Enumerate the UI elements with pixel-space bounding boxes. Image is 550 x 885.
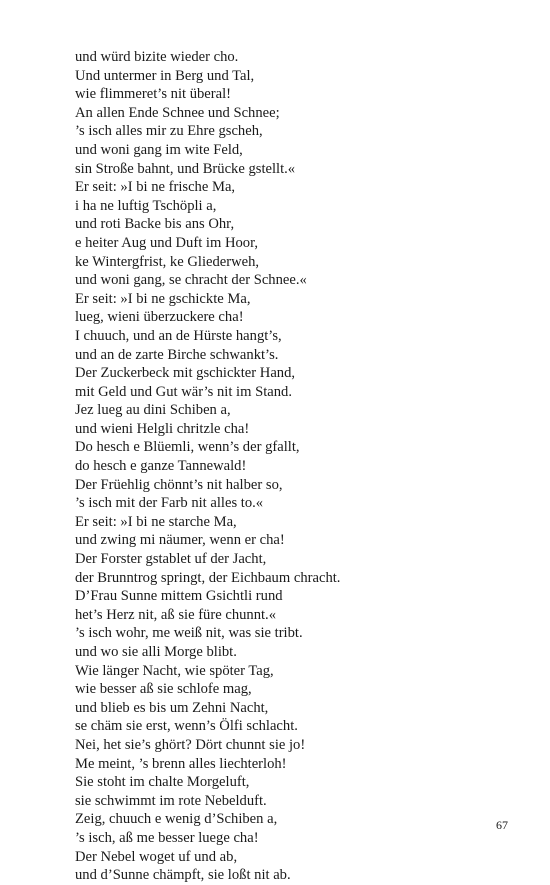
poem-line: Der Forster gstablet uf der Jacht, (75, 551, 267, 568)
poem-line: ke Wintergfrist, ke Gliederweh, (75, 253, 260, 270)
poem-line: Me meint, ’s brenn alles liechterloh! (75, 755, 287, 772)
poem-line: Er seit: »I bi ne starche Ma, (75, 513, 237, 530)
poem-line: der Brunntrog springt, der Eichbaum chracht. (75, 569, 341, 586)
poem-line: Der Nebel woget uf und ab, (75, 848, 238, 865)
poem-line: Und untermer in Berg und Tal, (75, 67, 255, 84)
poem-line: wie besser aß sie schlofe mag, (75, 681, 252, 698)
poem-line: e heiter Aug und Duft im Hoor, (75, 234, 259, 251)
poem-line: ’s isch, aß me besser luege cha! (75, 829, 259, 846)
poem-line: Er seit: »I bi ne gschickte Ma, (75, 290, 251, 307)
poem-text (75, 48, 515, 885)
poem-line: Der Früehlig chönnt’s nit halber so, (75, 476, 283, 493)
poem-line: und woni gang im wite Feld, (75, 141, 243, 158)
poem-line: Er seit: »I bi ne frische Ma, (75, 179, 236, 196)
poem-line: Zeig, chuuch e wenig d’Schiben a, (75, 811, 278, 828)
poem-line: und würd bizite wieder cho. (75, 49, 239, 65)
poem-line: I chuuch, und an de Hürste hangt’s, (75, 327, 282, 344)
poem-line: und roti Backe bis ans Ohr, (75, 216, 235, 233)
poem-line: Do hesch e Blüemli, wenn’s der gfallt, (75, 439, 300, 456)
poem-line: ’s isch wohr, me weiß nit, was sie tribt. (75, 625, 303, 642)
poem-line: Wie länger Nacht, wie spöter Tag, (75, 662, 274, 679)
poem-line: Sie stoht im chalte Morgeluft, (75, 774, 250, 791)
poem-line: het’s Herz nit, aß sie füre chunnt.« (75, 606, 277, 623)
poem-line: D’Frau Sunne mittem Gsichtli rund (75, 588, 283, 605)
poem-line: Der Zuckerbeck mit gschickter Hand, (75, 365, 296, 382)
poem-line: ’s isch alles mir zu Ehre gscheh, (75, 123, 263, 140)
poem-line: sie schwimmt im rote Nebelduft. (75, 792, 267, 809)
poem-line: sin Stroße bahnt, und Brücke gstellt.« (75, 160, 296, 177)
poem-line: und zwing mi näumer, wenn er cha! (75, 532, 285, 549)
poem-line: und wieni Helgli chritzle cha! (75, 420, 250, 437)
poem-line: und d’Sunne chämpft, sie loßt nit ab. (75, 867, 291, 884)
poem-line: Nei, het sie’s ghört? Dört chunnt sie jo! (75, 736, 306, 753)
poem-line: und blieb es bis um Zehni Nacht, (75, 699, 269, 716)
poem-line: lueg, wieni überzuckere cha! (75, 309, 244, 326)
poem-line: wie flimmeret’s nit überal! (75, 86, 232, 103)
poem-line: Jez lueg au dini Schiben a, (75, 402, 231, 419)
poem-line: mit Geld und Gut wär’s nit im Stand. (75, 383, 293, 400)
poem-line: se chäm sie erst, wenn’s Ölfi schlacht. (75, 718, 298, 735)
page-number: 67 (496, 818, 508, 832)
poem-line: i ha ne luftig Tschöpli a, (75, 197, 217, 214)
poem-line: ’s isch mit der Farb nit alles to.« (75, 495, 264, 512)
poem-line: do hesch e ganze Tannewald! (75, 458, 247, 475)
poem-line: und an de zarte Birche schwankt’s. (75, 346, 279, 363)
poem-line: und woni gang, se chracht der Schnee.« (75, 272, 307, 289)
poem-line: und wo sie alli Morge blibt. (75, 644, 237, 660)
poem-line: An allen Ende Schnee und Schnee; (75, 104, 280, 121)
